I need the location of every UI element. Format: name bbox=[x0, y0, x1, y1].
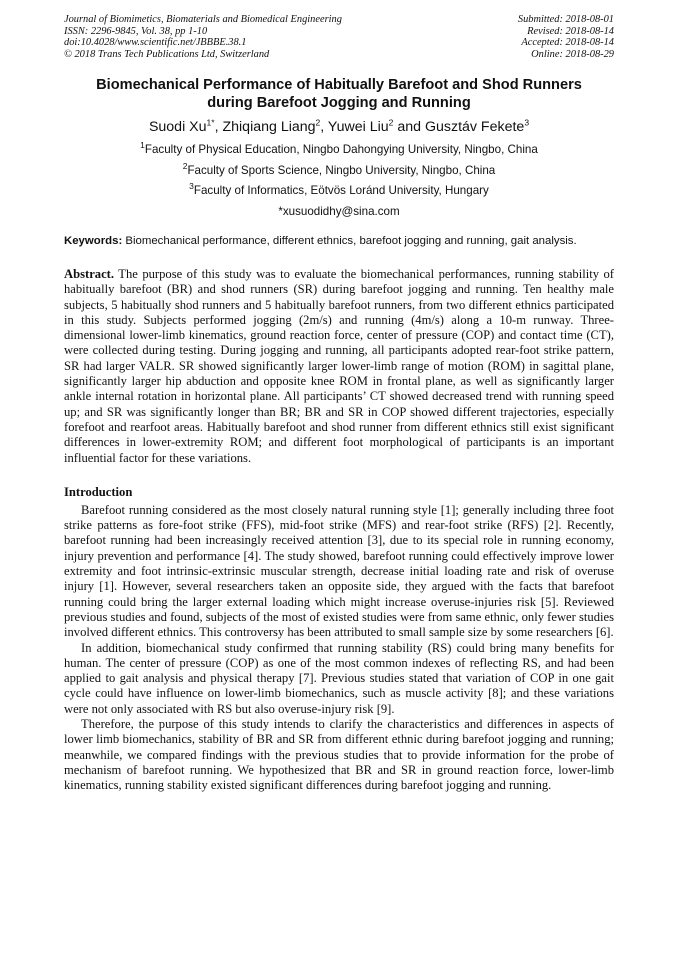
author-name: Yuwei Liu bbox=[327, 119, 389, 136]
author-2 bbox=[222, 119, 320, 135]
author-1 bbox=[149, 119, 215, 135]
affiliation-sup: 1 bbox=[140, 140, 145, 151]
abstract-section bbox=[64, 267, 614, 466]
journal-name: Journal of Biomimetics, Biomaterials and Biomedical Engineering bbox=[64, 14, 342, 25]
journal-copyright: © 2018 Trans Tech Publications Ltd, Switzerland bbox=[64, 48, 270, 60]
affiliation-text: Faculty of Informatics, Eötvös Loránd University, Hungary bbox=[193, 184, 489, 198]
keywords-section bbox=[64, 234, 614, 249]
affiliation-sup: 3 bbox=[189, 181, 194, 192]
date-revised: Revised: 2018-08-14 bbox=[527, 25, 614, 37]
author-sup: 1* bbox=[206, 117, 215, 128]
author-sup: 3 bbox=[524, 117, 530, 128]
introduction-paragraph-3: Therefore, the purpose of this study intends to clarify the characteristics and differences in aspects of lower limb biomechanics, stability of BR and SR from different ethnic during barefoot jogging and running; meanwhile, we compared findings with the previous studies that to provide information for the probe of mechanism of barefoot running. We hypothesized that BR and SR in ground reaction force, lower-limb kinematics, running stability existed significant differences during barefoot jogging and running. bbox=[64, 716, 614, 793]
author-separator: , bbox=[214, 119, 223, 136]
author-separator: , bbox=[320, 119, 328, 136]
introduction-paragraph-1: Barefoot running considered as the most closely natural running style [1]; generally including three foot strike patterns as fore-foot strike (FFS), mid-foot strike (MFS) and rear-foot strike (RFS) [2]. Recently, barefoot running had been increasingly received attention [3], due to its special role in running economy, injury prevention and performance [4]. The study showed, barefoot running could effectively improve lower extremity and foot intrinsic-extrinsic muscular strength, decrease initial loading rate and risk of overuse injury [1]. However, several researchers taken an opposite side, they argued with the facts that barefoot running could bring the larger external loading which might increase overuse-injuries risk [5]. Reviewed previous studies and found, subjects of the most of existed studies were from same ethnic, only fewer studies involved different ethnics. This controversy has been attributed to small sample size by some researchers [6]. bbox=[64, 502, 614, 640]
affiliation-text: Faculty of Physical Education, Ningbo Dahongying University, Ningbo, China bbox=[144, 143, 538, 157]
author-3 bbox=[328, 119, 393, 135]
author-separator: and bbox=[393, 119, 425, 136]
author-sup: 2 bbox=[315, 117, 321, 128]
paper-title-line-2: during Barefoot Jogging and Running bbox=[207, 95, 471, 112]
keywords-text: Biomechanical performance, different ethnics, barefoot jogging and running, gait analysis. bbox=[122, 235, 577, 248]
paper-title bbox=[64, 76, 614, 112]
paper-title-line-1: Biomechanical Performance of Habitually Barefoot and Shod Runners bbox=[96, 77, 582, 94]
author-name: Gusztáv Fekete bbox=[424, 119, 525, 136]
affiliation-3 bbox=[64, 181, 614, 202]
introduction-paragraph-2: In addition, biomechanical study confirmed that running stability (RS) could bring many benefits for human. The center of pressure (COP) as one of the most common indexes of reflecting RS, and had been applied to gait analysis and physical therapy [7]. Previous studies stated that variation of COP in one gait cycle could have influence on lower-limb biomechanics, such as muscle activity [8]; and these variations were not only associated with RS but also overuse-injury risk [9]. bbox=[64, 640, 614, 716]
journal-info bbox=[64, 14, 342, 60]
abstract-text: The purpose of this study was to evaluate the biomechanical performances, running stability of habitually barefoot (BR) and shod runners (SR) during barefoot jogging and running. Ten healthy male subjects, 5 habitually shod runners and 5 habitually barefoot runners, from two different ethnics participated in this study. Subjects performed jogging (2m/s) and running (4m/s) along a 10-m runway. Three-dimensional lower-limb kinematics, ground reaction force, center of pressure (COP) and contact time (CT), were collected during testing. During jogging and running, all participants adopted rear-foot strike pattern, SR had larger VALR. SR showed significantly larger lower-limb range of motion (ROM) in sagittal plane, significantly larger hip abduction and opposite knee ROM in frontal plane, as well as significantly larger ankle internal rotation in horizontal plane. All participants’ CT showed decreased trend with running speed up; and SR was significantly longer than BR; BR and SR in COP showed different trajectories, especially forefoot and rearfoot areas. Habitually barefoot and shod runner from different ethnics still exist significant differences in lower-extremity ROM; and different foot morphological of participants is an important influential factor for these variations. bbox=[64, 266, 614, 465]
abstract-label: Abstract. bbox=[64, 266, 115, 281]
introduction-heading: Introduction bbox=[64, 484, 133, 499]
affiliation-1 bbox=[64, 140, 614, 161]
affiliation-text: Faculty of Sports Science, Ningbo University, Ningbo, China bbox=[187, 163, 496, 177]
journal-masthead bbox=[64, 14, 614, 60]
publication-dates bbox=[518, 14, 614, 60]
affiliation-2 bbox=[64, 161, 614, 182]
author-name: Zhiqiang Liang bbox=[222, 119, 316, 136]
journal-doi: doi:10.4028/www.scientific.net/JBBBE.38.1 bbox=[64, 37, 247, 49]
keywords-label: Keywords: bbox=[64, 235, 123, 248]
author-name: Suodi Xu bbox=[148, 119, 207, 136]
journal-issn: ISSN: 2296-9845, Vol. 38, pp 1-10 bbox=[64, 25, 208, 37]
date-submitted: Submitted: 2018-08-01 bbox=[517, 14, 614, 25]
date-accepted: Accepted: 2018-08-14 bbox=[521, 37, 614, 49]
author-list bbox=[64, 118, 614, 136]
date-online: Online: 2018-08-29 bbox=[531, 48, 614, 60]
corresponding-email[interactable]: *xusuodidhy@sina.com bbox=[278, 204, 400, 218]
affiliation-sup: 2 bbox=[182, 161, 188, 172]
affiliations bbox=[64, 140, 614, 222]
author-4 bbox=[425, 119, 529, 135]
author-sup: 2 bbox=[388, 117, 394, 128]
